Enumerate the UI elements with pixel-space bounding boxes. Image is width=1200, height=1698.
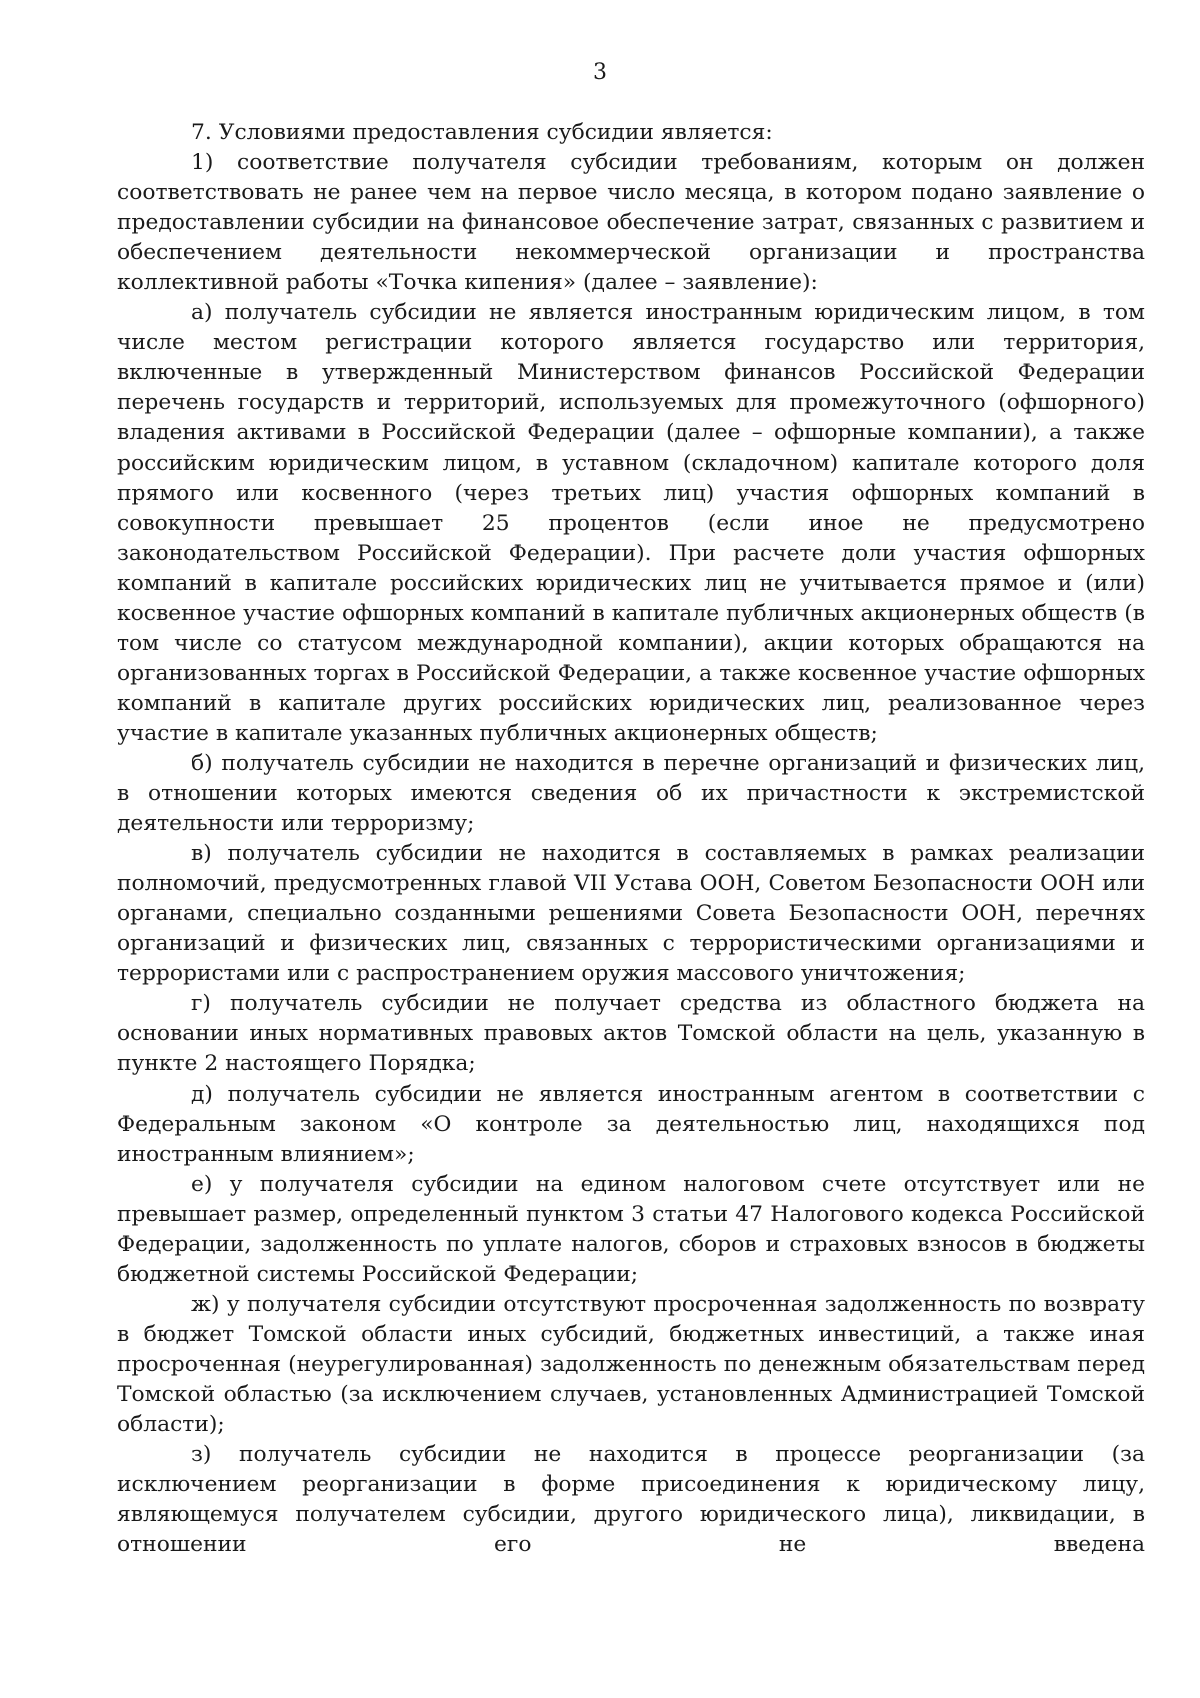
- document-body: [117, 118, 1145, 1560]
- paragraph-item-e: е) у получателя субсидии на едином налоговом счете отсутствует или не превышает размер, определенный пунктом 3 статьи 47 Налогового кодекса Российской Федерации, задолженность по уплате налогов, сборов и страховых взносов в бюджеты бюджетной системы Российской Федерации;: [117, 1171, 1145, 1287]
- paragraph-item-g: г) получатель субсидии не получает средства из областного бюджета на основании иных нормативных правовых актов Томской области на цель, указанную в пункте 2 настоящего Порядка;: [117, 991, 1145, 1077]
- paragraph-7-heading: 7. Условиями предоставления субсидии является:: [191, 120, 773, 145]
- page-number: 3: [593, 60, 607, 85]
- paragraph-item-a: а) получатель субсидии не является иностранным юридическим лицом, в том числе местом регистрации которого является государство или территория, включенные в утвержденный Министерством финансов Российской Федерации перечень государств и территорий, используемых для промежуточного (офшорного) владения активами в Российской Федерации (далее – офшорные компании), а также российским юридическим лицом, в уставном (складочном) капитале которого доля прямого или косвенного (через третьих лиц) участия офшорных компаний в совокупности превышает 25 процентов (если иное не предусмотрено законодательством Российской Федерации). При расчете доли участия офшорных компаний в капитале российских юридических лиц не учитывается прямое и (или) косвенное участие офшорных компаний в капитале публичных акционерных обществ (в том числе со статусом международной компании), акции которых обращаются на организованных торгах в Российской Федерации, а также косвенное участие офшорных компаний в капитале других российских юридических лиц, реализованное через участие в капитале указанных публичных акционерных обществ;: [117, 300, 1145, 746]
- paragraph-condition-1: 1) соответствие получателя субсидии требованиям, которым он должен соответствовать не ранее чем на первое число месяца, в котором подано заявление о предоставлении субсидии на финансовое обеспечение затрат, связанных с развитием и обеспечением деятельности некоммерческой организации и пространства коллективной работы «Точка кипения» (далее – заявление):: [117, 150, 1145, 296]
- paragraph-item-b: б) получатель субсидии не находится в перечне организаций и физических лиц, в отношении которых имеются сведения об их причастности к экстремистской деятельности или терроризму;: [117, 750, 1145, 837]
- paragraph-item-d: д) получатель субсидии не является иностранным агентом в соответствии с Федеральным законом «О контроле за деятельностью лиц, находящихся под иностранным влиянием»;: [117, 1081, 1145, 1167]
- paragraph-item-zh: ж) у получателя субсидии отсутствуют просроченная задолженность по возврату в бюджет Томской области иных субсидий, бюджетных инвестиций, а также иная просроченная (неурегулированная) задолженность по денежным обязательствам перед Томской областью (за исключением случаев, установленных Администрацией Томской области);: [117, 1291, 1145, 1438]
- paragraph-item-v: в) получатель субсидии не находится в составляемых в рамках реализации полномочий, предусмотренных главой VII Устава ООН, Советом Безопасности ООН или органами, специально созданными решениями Совета Безопасности ООН, перечнях организаций и физических лиц, связанных с террористическими организациями и террористами или с распространением оружия массового уничтожения;: [117, 841, 1145, 987]
- paragraph-item-z: з) получатель субсидии не находится в процессе реорганизации (за исключением реорганизации в форме присоединения к юридическому лицу, являющемуся получателем субсидии, другого юридического лица), ликвидации, в отношении его не введена: [117, 1442, 1145, 1558]
